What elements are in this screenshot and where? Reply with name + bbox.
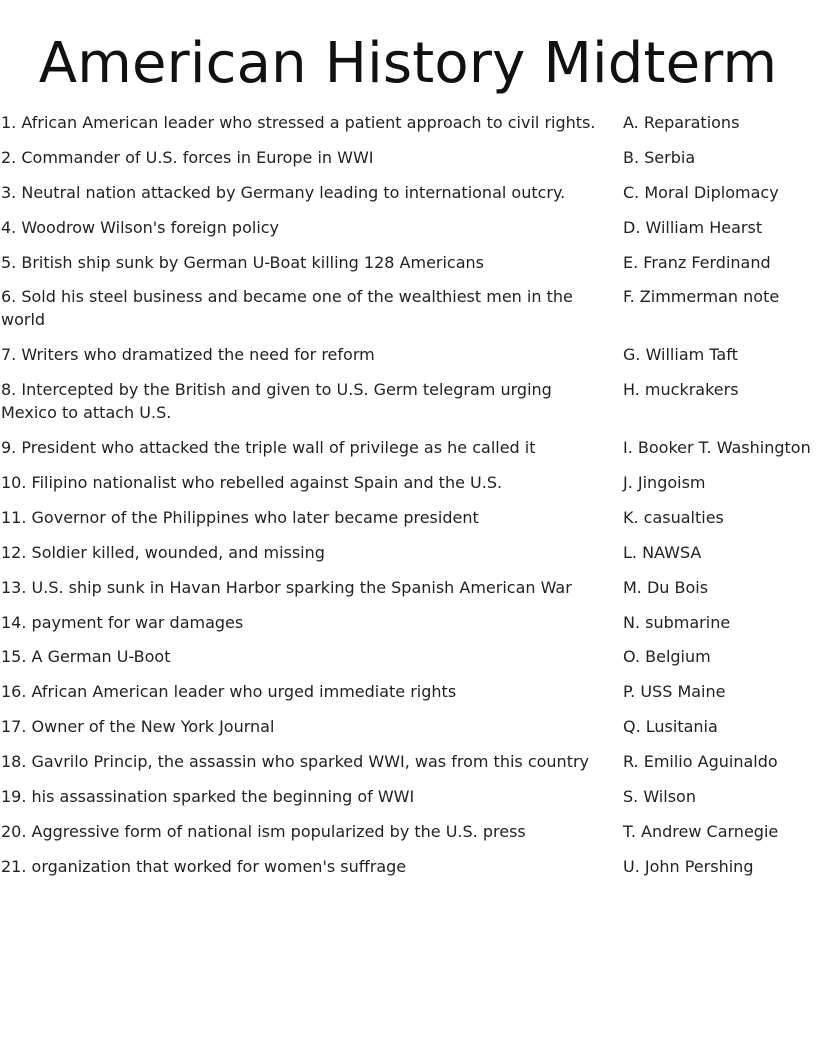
- question-text: 15. A German U-Boot: [1, 647, 171, 667]
- question-text: 2. Commander of U.S. forces in Europe in WWI: [1, 147, 374, 167]
- question-text: 11. Governor of the Philippines who later became president: [1, 507, 479, 527]
- question-text: 20. Aggressive form of national ism popularized by the U.S. press: [1, 821, 526, 841]
- question-row: [0, 285, 816, 331]
- question-text: 12. Soldier killed, wounded, and missing: [1, 542, 325, 562]
- question-text: 10. Filipino nationalist who rebelled against Spain and the U.S.: [1, 473, 503, 493]
- question-row: [0, 715, 816, 738]
- question-row: [0, 506, 816, 529]
- question-text: 6. Sold his steel business and became one of the wealthiest men in the world: [1, 287, 573, 330]
- answer-option: P. USS Maine: [623, 682, 726, 702]
- question-text: 21. organization that worked for women's suffrage: [1, 856, 407, 876]
- answer-option: U. John Pershing: [623, 856, 754, 876]
- question-row: [0, 541, 816, 564]
- question-text: 13. U.S. ship sunk in Havan Harbor sparking the Spanish American War: [1, 577, 572, 597]
- answer-option: A. Reparations: [623, 113, 740, 132]
- question-row: [0, 576, 816, 599]
- answer-option: G. William Taft: [623, 345, 738, 365]
- answer-option: E. Franz Ferdinand: [623, 252, 771, 272]
- page-title: American History Midterm: [38, 31, 778, 96]
- answer-option: D. William Hearst: [623, 217, 763, 237]
- question-row: [0, 436, 816, 459]
- question-row: [0, 251, 816, 274]
- question-text: 7. Writers who dramatized the need for reform: [1, 345, 375, 365]
- answer-option: N. submarine: [623, 612, 731, 632]
- question-list: [0, 111, 816, 890]
- question-row: [0, 146, 816, 169]
- question-text: 4. Woodrow Wilson's foreign policy: [1, 217, 280, 237]
- answer-option: J. Jingoism: [623, 473, 706, 493]
- question-text: 19. his assassination sparked the beginning of WWI: [1, 787, 415, 807]
- answer-option: R. Emilio Aguinaldo: [623, 752, 778, 772]
- answer-option: B. Serbia: [623, 147, 696, 167]
- question-text: 18. Gavrilo Princip, the assassin who sparked WWI, was from this country: [1, 752, 590, 772]
- answer-option: H. muckrakers: [623, 380, 739, 400]
- answer-option: O. Belgium: [623, 647, 711, 667]
- question-text: 5. British ship sunk by German U-Boat killing 128 Americans: [1, 252, 485, 272]
- answer-option: I. Booker T. Washington: [623, 438, 811, 458]
- question-row: [0, 343, 816, 366]
- question-text: 14. payment for war damages: [1, 612, 244, 632]
- question-row: [0, 680, 816, 703]
- question-row: [0, 645, 816, 668]
- question-row: [0, 216, 816, 239]
- question-row: [0, 111, 816, 134]
- question-text: 17. Owner of the New York Journal: [1, 717, 275, 737]
- question-text: 3. Neutral nation attacked by Germany leading to international outcry.: [1, 182, 566, 202]
- question-row: [0, 750, 816, 773]
- question-row: [0, 820, 816, 843]
- answer-option: K. casualties: [623, 507, 724, 527]
- question-text: 16. African American leader who urged immediate rights: [1, 682, 457, 702]
- answer-option: Q. Lusitania: [623, 717, 718, 737]
- question-row: [0, 181, 816, 204]
- question-row: [0, 471, 816, 494]
- question-row: [0, 785, 816, 808]
- question-row: [0, 855, 816, 878]
- answer-option: T. Andrew Carnegie: [623, 821, 779, 841]
- question-text: 9. President who attacked the triple wall of privilege as he called it: [1, 438, 536, 458]
- answer-option: L. NAWSA: [623, 542, 702, 562]
- answer-option: F. Zimmerman note: [623, 287, 780, 307]
- answer-option: C. Moral Diplomacy: [623, 182, 779, 202]
- question-row: [0, 378, 816, 424]
- answer-option: M. Du Bois: [623, 577, 709, 597]
- question-row: [0, 611, 816, 634]
- answer-option: S. Wilson: [623, 787, 696, 807]
- question-text: 8. Intercepted by the British and given to U.S. Germ telegram urging Mexico to attach U.S.: [1, 380, 552, 423]
- question-text: 1. African American leader who stressed a patient approach to civil rights.: [1, 113, 596, 132]
